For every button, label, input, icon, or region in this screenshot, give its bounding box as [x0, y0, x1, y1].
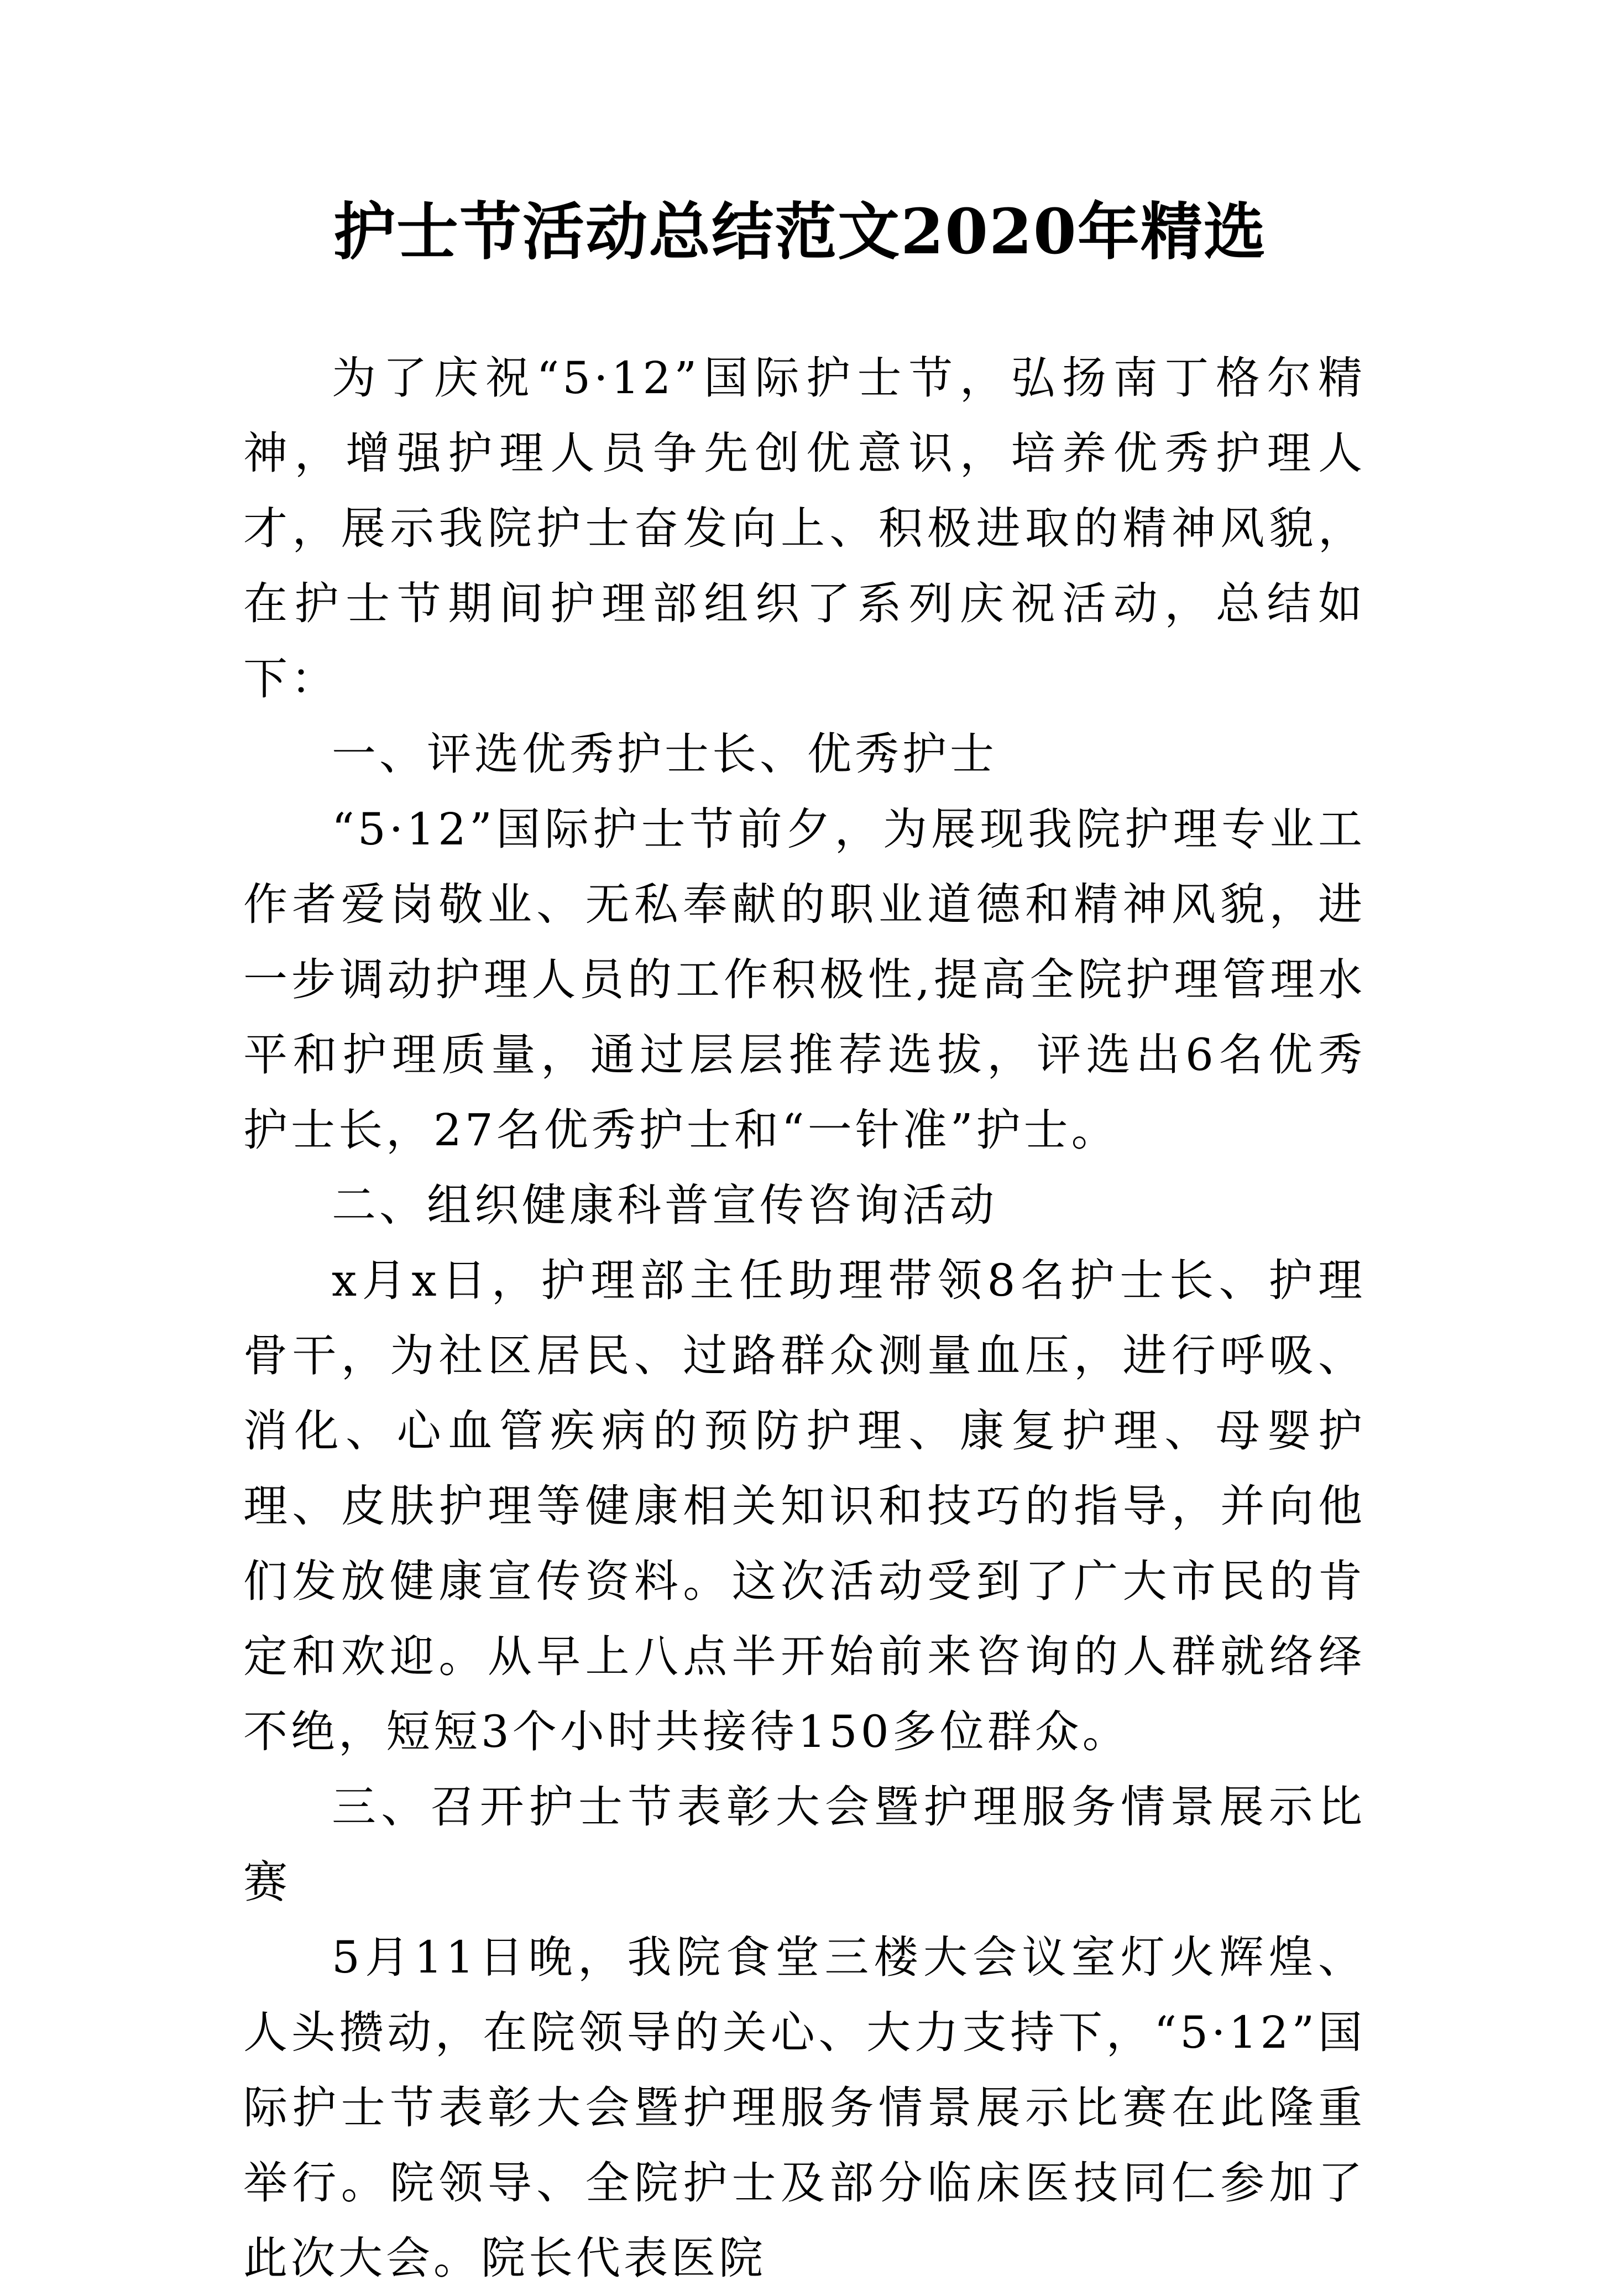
section-heading-1: 一、评选优秀护士长、优秀护士	[332, 728, 997, 780]
section-heading-2: 二、组织健康科普宣传咨询活动	[332, 1180, 997, 1231]
paragraph-section-1: “5·12”国际护士节前夕，为展现我院护理专业工作者爱岗敬业、无私奉献的职业道德和精神风貌，进一步调动护理人员的工作积极性,提高全院护理管理水平和护理质量，通过层层推荐选拔，评选出6名优秀护士长，27名优秀护士和“一针准”护士。	[243, 803, 1366, 1156]
document-title: 护士节活动总结范文2020年精选	[333, 196, 1267, 268]
section-heading-3: 三、召开护士节表彰大会暨护理服务情景展示比赛	[243, 1781, 1366, 1908]
paragraph-intro: 为了庆祝“5·12”国际护士节，弘扬南丁格尔精神，增强护理人员争先创优意识，培养优秀护理人才，展示我院护士奋发向上、积极进取的精神风貌，在护士节期间护理部组织了系列庆祝活动，总结如下：	[243, 352, 1366, 705]
paragraph-section-2: x月x日，护理部主任助理带领8名护士长、护理骨干，为社区居民、过路群众测量血压，进行呼吸、消化、心血管疾病的预防护理、康复护理、母婴护理、皮肤护理等健康相关知识和技巧的指导，并向他们发放健康宣传资料。这次活动受到了广大市民的肯定和欢迎。从早上八点半开始前来咨询的人群就络绎不绝，短短3个小时共接待150多位群众。	[243, 1255, 1366, 1757]
paragraph-section-3: 5月11日晚，我院食堂三楼大会议室灯火辉煌、人头攒动，在院领导的关心、大力支持下，“5·12”国际护士节表彰大会暨护理服务情景展示比赛在此隆重举行。院领导、全院护士及部分临床医技同仁参加了此次大会。院长代表医院	[243, 1932, 1366, 2284]
document-body	[243, 341, 1366, 2296]
